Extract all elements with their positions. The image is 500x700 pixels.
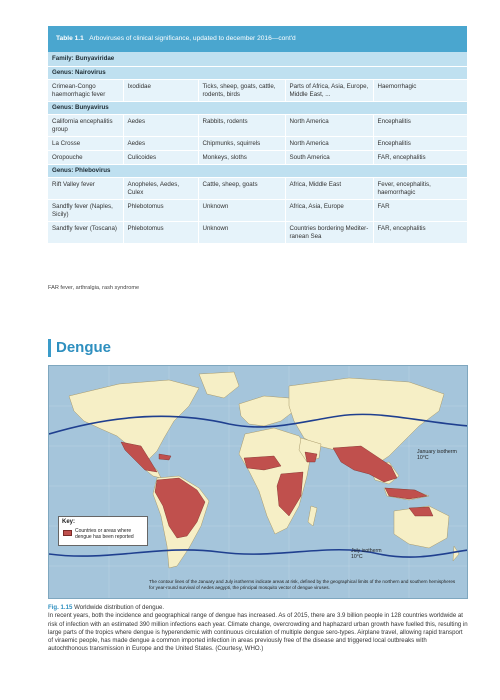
- figure-title: Worldwide distribution of dengue.: [74, 604, 165, 611]
- july-isotherm-line: [49, 550, 468, 557]
- table-cell: Ixodidae: [123, 80, 198, 102]
- table-cell: Phlebotomus: [123, 200, 198, 222]
- family-label: Family: Bunyaviridae: [48, 52, 467, 67]
- genus-label: Genus: Bunyavirus: [48, 102, 467, 115]
- arbovirus-table: [48, 26, 467, 244]
- landmass-new-zealand: [453, 546, 459, 561]
- key-text: Countries or areas where dengue has been reported: [75, 528, 134, 540]
- table-row: [48, 178, 467, 200]
- table-row: [48, 115, 467, 137]
- table-cell: FAR, encephalitis: [373, 222, 467, 244]
- table-cell: Fever, encephalitis, haemorrhagic: [373, 178, 467, 200]
- figure-label: Fig. 1.15: [48, 604, 73, 611]
- table-cell: FAR, encephalitis: [373, 151, 467, 165]
- table-cell: North America: [285, 137, 373, 151]
- section-accent-bar: [48, 339, 51, 357]
- table-cell: Phlebotomus: [123, 222, 198, 244]
- table-cell: Monkeys, sloths: [198, 151, 285, 165]
- table-row: [48, 151, 467, 165]
- map-note: The contour lines of the January and July isotherms indicate areas at risk, defined by the geographical limits of the northern and southern hemispheres for year-round survival of Aedes aegypti, the principal mosquito vector of dengue viruses.: [149, 579, 456, 590]
- landmass-europe: [239, 396, 294, 426]
- january-isotherm-label: January isotherm 10°C: [417, 449, 457, 461]
- key-title: Key:: [62, 519, 76, 525]
- world-map-graphic: [49, 366, 468, 599]
- table-cell: Encephalitis: [373, 137, 467, 151]
- table-cell: FAR: [373, 200, 467, 222]
- table-cell: Chipmunks, squirrels: [198, 137, 285, 151]
- table-caption-text: Arboviruses of clinical significance, updated to december 2016—cont'd: [89, 35, 296, 42]
- landmass-madagascar: [308, 506, 317, 526]
- table-cell: Sandfly fever (Naples, Sicily): [48, 200, 123, 222]
- dengue-area-arabia: [305, 452, 317, 462]
- dengue-world-map: [48, 365, 468, 599]
- table-cell: Africa, Asia, Europe: [285, 200, 373, 222]
- map-key: [58, 516, 148, 546]
- genus-label: Genus: Phlebovirus: [48, 165, 467, 178]
- table-cell: Culicoides: [123, 151, 198, 165]
- figure-body: In recent years, both the incidence and geographical range of dengue has increased. As of 2015, there are 3.9 billion people in 128 countries worldwide at risk of infection with an estimated 390 million infections each year. Climate change, overcrowding and haphazard urban growth have fuelled this, resulting in large parts of the tropics where dengue is hyperendemic with continuous circulation of multiple dengue sero-types. Airplane travel, allowing rapid transport of viraemic people, has made dengue a common imported infection in areas previously free of the disease and triggered local outbreaks with autochthonous transmission in Europe and the United States. (Courtesy, WHO.): [48, 612, 468, 653]
- table-row: [48, 80, 467, 102]
- table-cell: South America: [285, 151, 373, 165]
- table-cell: Oropouche: [48, 151, 123, 165]
- table-cell: Rabbits, rodents: [198, 115, 285, 137]
- table-row: [48, 200, 467, 222]
- landmass-greenland: [199, 372, 239, 398]
- table-caption: [48, 26, 467, 52]
- table-cell: Unknown: [198, 200, 285, 222]
- figure-caption: [48, 604, 468, 654]
- section-title: Dengue: [56, 339, 112, 356]
- genus-row: [48, 102, 467, 115]
- table-cell: Rift Valley fever: [48, 178, 123, 200]
- july-isotherm-label: July isotherm 10°C: [351, 548, 382, 560]
- table-cell: California encephalitis group: [48, 115, 123, 137]
- genus-row: [48, 165, 467, 178]
- table-body: [48, 52, 468, 244]
- genus-label: Genus: Nairovirus: [48, 67, 467, 80]
- table-cell: Countries bordering Mediter-ranean Sea: [285, 222, 373, 244]
- table-number: Table 1.1: [56, 35, 84, 42]
- table-cell: Sandfly fever (Toscana): [48, 222, 123, 244]
- table-cell: Haemorrhagic: [373, 80, 467, 102]
- table-cell: Encephalitis: [373, 115, 467, 137]
- table-cell: La Crosse: [48, 137, 123, 151]
- table-footnote: FAR fever, arthralgia, rash syndrome: [48, 285, 140, 291]
- table-cell: Aedes: [123, 115, 198, 137]
- table-cell: Africa, Middle East: [285, 178, 373, 200]
- table-row: [48, 137, 467, 151]
- key-dengue-swatch: [63, 530, 72, 536]
- table-cell: North America: [285, 115, 373, 137]
- table-cell: Aedes: [123, 137, 198, 151]
- table-cell: Ticks, sheep, goats, cattle, rodents, birds: [198, 80, 285, 102]
- table-cell: Crimean-Congo haemorrhagic fever: [48, 80, 123, 102]
- table-row: [48, 222, 467, 244]
- table-cell: Unknown: [198, 222, 285, 244]
- family-row: [48, 52, 467, 67]
- table-cell: Parts of Africa, Asia, Europe, Middle East, ...: [285, 80, 373, 102]
- table-cell: Cattle, sheep, goats: [198, 178, 285, 200]
- table-cell: Anopheles, Aedes, Culex: [123, 178, 198, 200]
- genus-row: [48, 67, 467, 80]
